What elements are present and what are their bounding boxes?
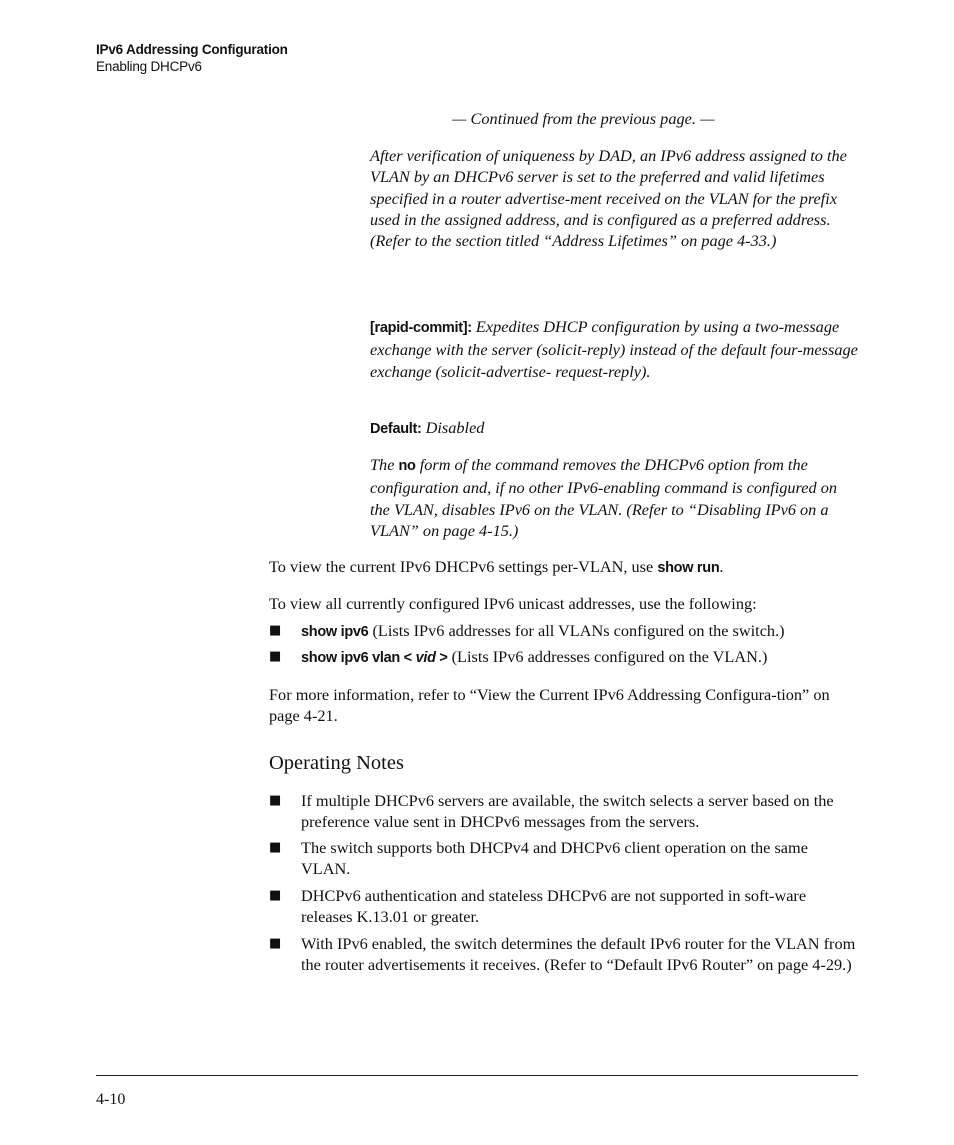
view-settings-pre: To view the current IPv6 DHCPv6 settings per-VLAN, use <box>269 557 658 576</box>
footer-divider <box>96 1075 858 1076</box>
running-header <box>96 41 288 75</box>
view-settings-paragraph <box>269 556 861 579</box>
view-addresses-intro: To view all currently configured IPv6 unicast addresses, use the following: <box>269 594 757 613</box>
bullet-icon: ■ <box>269 623 282 638</box>
show-ipv6-command: show ipv6 <box>301 624 369 640</box>
bullet-icon: ■ <box>269 649 282 664</box>
rapid-commit-label: [rapid-commit]: <box>370 320 472 336</box>
default-paragraph <box>370 417 858 440</box>
chapter-title: IPv6 Addressing Configuration <box>96 42 288 57</box>
page-number: 4-10 <box>96 1091 126 1108</box>
list-item-text <box>301 620 859 643</box>
no-form-pre: The <box>370 455 399 474</box>
section-title: Enabling DHCPv6 <box>96 59 202 74</box>
list-item-text: The switch supports both DHCPv4 and DHCPv6 client operation on the same VLAN. <box>301 838 808 879</box>
bullet-icon: ■ <box>269 840 282 855</box>
list-item-text: If multiple DHCPv6 servers are available, the switch selects a server based on the preference value sent in DHCPv6 messages from the servers. <box>301 791 834 832</box>
bullet-icon: ■ <box>269 936 282 951</box>
view-settings-post: . <box>719 557 724 576</box>
list-item-text <box>301 646 859 669</box>
dad-paragraph: After verification of uniqueness by DAD, an IPv6 address assigned to the VLAN by an DHCPv6 server is set to the preferred and valid lifetimes specified in a router advertise-ment received on the VLAN for the prefix used in the assigned address, and is configured as a preferred address. (Refer to the section titled “Address Lifetimes” on page 4-33.) <box>370 146 847 251</box>
show-run-command: show run <box>657 560 720 576</box>
no-form-post: form of the command removes the DHCPv6 option from the configuration and, if no other IPv6-enabling command is configured on the VLAN, disables IPv6 on the VLAN. (Refer to “Disabling IPv6 on a VLAN” on page 4-15.) <box>370 455 837 540</box>
show-ipv6-vlan-command: show ipv6 vlan < <box>301 650 412 666</box>
no-form-paragraph <box>370 454 858 541</box>
default-label: Default: <box>370 421 422 437</box>
default-value: Disabled <box>421 418 485 437</box>
continued-note: — Continued from the previous page. — <box>452 109 715 128</box>
command-description: (Lists IPv6 addresses for all VLANs configured on the switch.) <box>368 621 785 640</box>
list-item-text: DHCPv6 authentication and stateless DHCPv6 are not supported in soft-ware releases K.13.01 or greater. <box>301 886 807 927</box>
rapid-commit-text: Expedites DHCP configuration by using a two-message exchange with the server (solicit-reply) instead of the default four-message exchange (solicit-advertise- request-reply). <box>370 317 858 381</box>
list-item-text: With IPv6 enabled, the switch determines the default IPv6 router for the VLAN from the router advertisements it receives. (Refer to “Default IPv6 Router” on page 4-29.) <box>301 934 856 975</box>
vid-argument: vid <box>411 650 440 666</box>
bullet-icon: ■ <box>269 793 282 808</box>
command-description: (Lists IPv6 addresses configured on the VLAN.) <box>447 647 768 666</box>
operating-notes-heading: Operating Notes <box>269 752 404 774</box>
no-keyword: no <box>398 458 416 474</box>
more-info-paragraph: For more information, refer to “View the Current IPv6 Addressing Configura-tion” on page 4-21. <box>269 685 830 726</box>
bullet-icon: ■ <box>269 888 282 903</box>
command-bracket: > <box>439 650 448 666</box>
rapid-commit-paragraph <box>370 316 858 382</box>
